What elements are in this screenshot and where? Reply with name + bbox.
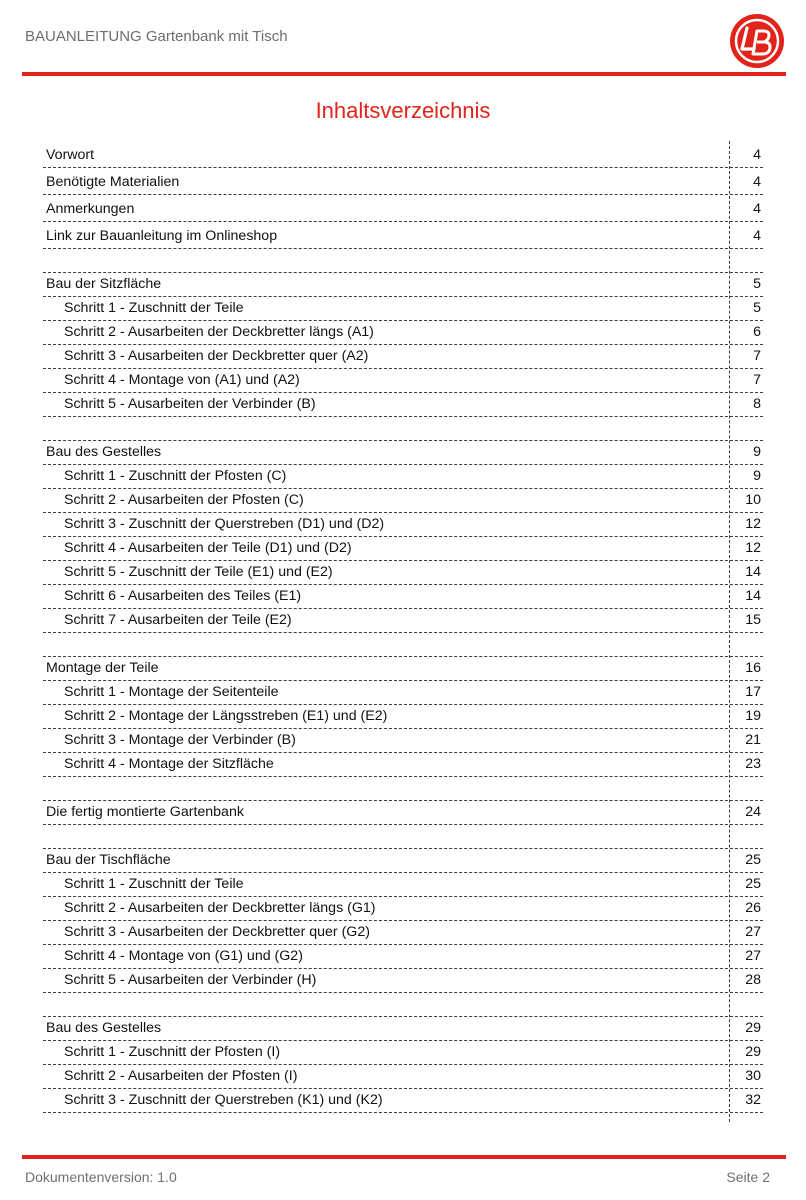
toc-entry-title: Schritt 4 - Montage von (A1) und (A2) <box>64 372 300 388</box>
toc-entry-title: Bau des Gestelles <box>46 444 162 460</box>
toc-spacer-row <box>43 777 763 801</box>
toc-entry[interactable] <box>43 1017 763 1041</box>
toc-entry-title: Schritt 2 - Ausarbeiten der Pfosten (I) <box>64 1068 298 1084</box>
toc-entry-title: Schritt 3 - Zuschnitt der Querstreben (D1) und (D2) <box>64 516 385 532</box>
toc-entry-title: Schritt 2 - Ausarbeiten der Deckbretter längs (A1) <box>64 324 374 340</box>
toc-entry-title: Schritt 1 - Montage der Seitenteile <box>64 684 279 700</box>
toc-entry-page: 6 <box>753 324 761 340</box>
toc-entry[interactable] <box>43 465 763 489</box>
toc-entry-page: 12 <box>745 540 761 556</box>
toc-entry-page: 26 <box>745 900 761 916</box>
toc-entry-page: 14 <box>745 588 761 604</box>
brand-logo <box>729 13 785 69</box>
toc-entry-page: 4 <box>753 228 761 244</box>
table-of-contents <box>43 141 763 1113</box>
toc-entry[interactable] <box>43 705 763 729</box>
toc-entry-title: Schritt 2 - Ausarbeiten der Deckbretter längs (G1) <box>64 900 376 916</box>
toc-entry[interactable] <box>43 393 763 417</box>
document-version: Dokumentenversion: 1.0 <box>25 1169 177 1185</box>
toc-entry-title: Schritt 3 - Zuschnitt der Querstreben (K1) und (K2) <box>64 1092 383 1108</box>
toc-spacer-row <box>43 633 763 657</box>
toc-entry[interactable] <box>43 441 763 465</box>
toc-entry-page: 23 <box>745 756 761 772</box>
toc-entry-page: 21 <box>745 732 761 748</box>
toc-entry[interactable] <box>43 369 763 393</box>
toc-entry[interactable] <box>43 195 763 222</box>
toc-entry-page: 29 <box>745 1020 761 1036</box>
toc-entry[interactable] <box>43 1089 763 1113</box>
toc-entry-page: 32 <box>745 1092 761 1108</box>
toc-entry[interactable] <box>43 513 763 537</box>
toc-entry-page: 4 <box>753 174 761 190</box>
toc-entry[interactable] <box>43 657 763 681</box>
toc-entry[interactable] <box>43 321 763 345</box>
toc-entry-title: Schritt 1 - Zuschnitt der Teile <box>64 876 244 892</box>
toc-entry-page: 25 <box>745 852 761 868</box>
toc-entry[interactable] <box>43 873 763 897</box>
toc-entry-title: Schritt 5 - Ausarbeiten der Verbinder (H) <box>64 972 317 988</box>
toc-entry[interactable] <box>43 222 763 249</box>
toc-entry-title: Schritt 5 - Zuschnitt der Teile (E1) und (E2) <box>64 564 333 580</box>
toc-entry[interactable] <box>43 168 763 195</box>
toc-entry-title: Schritt 7 - Ausarbeiten der Teile (E2) <box>64 612 292 628</box>
page-column-divider <box>729 141 730 1122</box>
toc-entry-page: 5 <box>753 300 761 316</box>
toc-entry-page: 24 <box>745 804 761 820</box>
toc-entry-page: 8 <box>753 396 761 412</box>
toc-entry-page: 7 <box>753 348 761 364</box>
toc-spacer-row <box>43 825 763 849</box>
toc-entry[interactable] <box>43 585 763 609</box>
toc-entry[interactable] <box>43 537 763 561</box>
toc-entry[interactable] <box>43 1041 763 1065</box>
toc-entry-page: 27 <box>745 924 761 940</box>
toc-entry-page: 28 <box>745 972 761 988</box>
toc-entry-title: Schritt 1 - Zuschnitt der Pfosten (I) <box>64 1044 281 1060</box>
toc-entry[interactable] <box>43 849 763 873</box>
toc-entry-title: Schritt 2 - Ausarbeiten der Pfosten (C) <box>64 492 304 508</box>
toc-entry-page: 27 <box>745 948 761 964</box>
toc-entry-title: Bau des Gestelles <box>46 1020 162 1036</box>
toc-entry[interactable] <box>43 609 763 633</box>
footer-rule <box>22 1155 786 1159</box>
toc-entry-title: Schritt 2 - Montage der Längsstreben (E1) und (E2) <box>64 708 388 724</box>
toc-entry-title: Anmerkungen <box>46 201 135 217</box>
toc-entry-page: 12 <box>745 516 761 532</box>
toc-entry-title: Bau der Sitzfläche <box>46 276 162 292</box>
toc-spacer-row <box>43 249 763 273</box>
toc-entry-page: 16 <box>745 660 761 676</box>
toc-entry-title: Schritt 3 - Ausarbeiten der Deckbretter quer (G2) <box>64 924 370 940</box>
toc-entry-page: 29 <box>745 1044 761 1060</box>
toc-entry[interactable] <box>43 561 763 585</box>
toc-entry-page: 5 <box>753 276 761 292</box>
toc-entry-title: Schritt 4 - Ausarbeiten der Teile (D1) und (D2) <box>64 540 352 556</box>
toc-entry-title: Schritt 4 - Montage von (G1) und (G2) <box>64 948 303 964</box>
toc-entry-title: Schritt 1 - Zuschnitt der Teile <box>64 300 244 316</box>
toc-entry[interactable] <box>43 681 763 705</box>
toc-entry[interactable] <box>43 345 763 369</box>
page-number: Seite 2 <box>726 1169 770 1185</box>
toc-entry[interactable] <box>43 801 763 825</box>
toc-entry-page: 19 <box>745 708 761 724</box>
toc-entry[interactable] <box>43 297 763 321</box>
toc-entry-title: Vorwort <box>46 147 95 163</box>
toc-entry[interactable] <box>43 969 763 993</box>
toc-entry-title: Schritt 3 - Ausarbeiten der Deckbretter quer (A2) <box>64 348 369 364</box>
toc-entry-page: 30 <box>745 1068 761 1084</box>
toc-entry-title: Schritt 4 - Montage der Sitzfläche <box>64 756 274 772</box>
toc-entry-page: 14 <box>745 564 761 580</box>
toc-entry-page: 10 <box>745 492 761 508</box>
toc-entry-page: 4 <box>753 147 761 163</box>
toc-entry-title: Schritt 3 - Montage der Verbinder (B) <box>64 732 296 748</box>
toc-entry[interactable] <box>43 729 763 753</box>
toc-entry-page: 4 <box>753 201 761 217</box>
toc-entry-title: Schritt 1 - Zuschnitt der Pfosten (C) <box>64 468 287 484</box>
toc-entry-page: 15 <box>745 612 761 628</box>
toc-heading: Inhaltsverzeichnis <box>315 98 491 123</box>
toc-entry[interactable] <box>43 141 763 168</box>
toc-entry-title: Bau der Tischfläche <box>46 852 171 868</box>
toc-entry[interactable] <box>43 273 763 297</box>
toc-entry-title: Benötigte Materialien <box>46 174 180 190</box>
toc-entry-title: Schritt 6 - Ausarbeiten des Teiles (E1) <box>64 588 302 604</box>
toc-entry-title: Die fertig montierte Gartenbank <box>46 804 244 820</box>
toc-entry-page: 25 <box>745 876 761 892</box>
toc-entry-page: 7 <box>753 372 761 388</box>
toc-entry-title: Montage der Teile <box>46 660 159 676</box>
toc-entry-page: 9 <box>753 444 761 460</box>
toc-entry[interactable] <box>43 897 763 921</box>
header-rule <box>22 72 786 76</box>
toc-spacer-row <box>43 993 763 1017</box>
toc-entry[interactable] <box>43 945 763 969</box>
toc-entry-title: Link zur Bauanleitung im Onlineshop <box>46 228 278 244</box>
toc-spacer-row <box>43 417 763 441</box>
toc-entry[interactable] <box>43 489 763 513</box>
toc-entry-title: Schritt 5 - Ausarbeiten der Verbinder (B) <box>64 396 316 412</box>
toc-entry-page: 17 <box>745 684 761 700</box>
toc-entry[interactable] <box>43 1065 763 1089</box>
toc-entry[interactable] <box>43 921 763 945</box>
toc-entry-page: 9 <box>753 468 761 484</box>
document-title: BAUANLEITUNG Gartenbank mit Tisch <box>25 28 288 45</box>
toc-entry[interactable] <box>43 753 763 777</box>
